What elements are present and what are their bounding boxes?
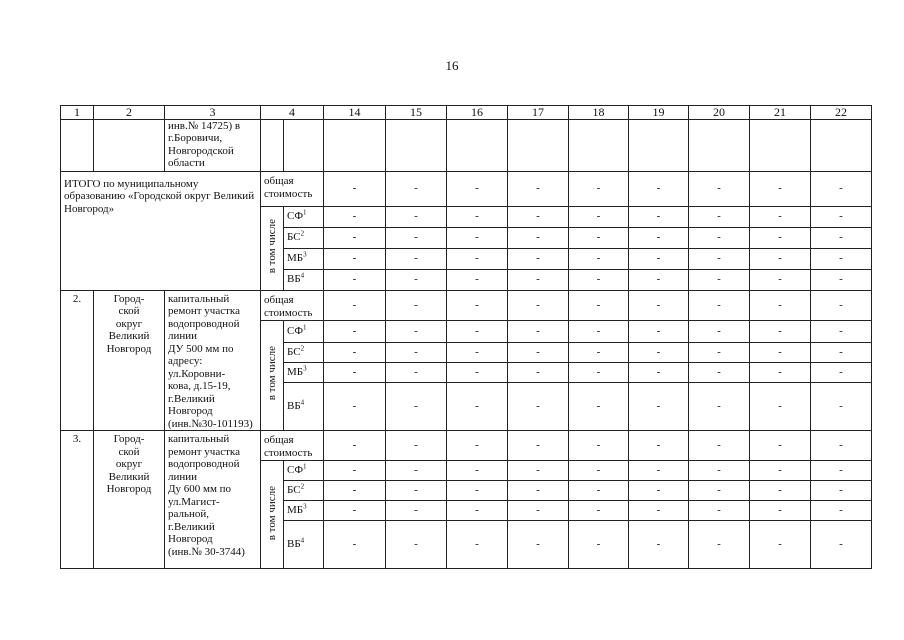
value-cell: - xyxy=(689,481,750,501)
text-line: ул.Коровни- xyxy=(168,367,226,380)
item-number: 3. xyxy=(61,431,94,569)
value-cell: - xyxy=(386,343,447,363)
text-line: Великий xyxy=(108,330,150,342)
value-cell: - xyxy=(750,269,811,290)
text-line: линии xyxy=(168,330,198,342)
value-cell: - xyxy=(689,269,750,290)
value-cell: - xyxy=(447,363,508,383)
value-cell: - xyxy=(324,269,386,290)
value-cell: - xyxy=(689,290,750,320)
including-text: в том числе xyxy=(265,219,278,274)
value-cell: - xyxy=(324,521,386,569)
text-line: инв.№ 14725) в xyxy=(168,119,241,132)
header-row xyxy=(61,106,872,120)
funding-source-name: СФ xyxy=(287,325,304,337)
value-cell: - xyxy=(689,227,750,248)
value-cell: - xyxy=(324,431,386,461)
value-cell: - xyxy=(447,171,508,206)
funding-source-name: МБ xyxy=(287,366,304,379)
funding-source-label xyxy=(284,461,324,481)
continuation-row xyxy=(61,119,872,171)
value-cell: - xyxy=(750,521,811,569)
description-cell xyxy=(165,290,261,431)
column-header: 15 xyxy=(386,106,447,120)
value-cell xyxy=(386,119,447,171)
text-line: ул.Магист- xyxy=(168,495,220,508)
funding-source-name: БС xyxy=(287,346,301,359)
value-cell: - xyxy=(447,481,508,501)
text-line: ской xyxy=(118,445,140,458)
value-cell: - xyxy=(324,206,386,227)
value-cell: - xyxy=(447,501,508,521)
value-cell: - xyxy=(629,248,689,269)
value-cell: - xyxy=(811,383,872,431)
text-line: Новгород xyxy=(168,533,213,545)
value-cell: - xyxy=(689,431,750,461)
value-cell: - xyxy=(629,461,689,481)
item-row xyxy=(61,431,872,461)
value-cell xyxy=(508,119,569,171)
value-cell: - xyxy=(689,320,750,343)
value-cell: - xyxy=(569,248,629,269)
value-cell: - xyxy=(629,501,689,521)
funding-source-name: ВБ xyxy=(287,273,301,286)
value-cell: - xyxy=(811,320,872,343)
column-header: 22 xyxy=(811,106,872,120)
value-cell: - xyxy=(508,248,569,269)
text-line: ральной, xyxy=(168,508,210,520)
value-cell: - xyxy=(508,383,569,431)
value-cell: - xyxy=(689,363,750,383)
text-line: округ xyxy=(115,458,143,470)
footnote-marker: 4 xyxy=(300,536,305,545)
value-cell: - xyxy=(508,227,569,248)
funding-source-label xyxy=(284,383,324,431)
value-cell: - xyxy=(811,501,872,521)
value-cell: - xyxy=(447,343,508,363)
column-header: 21 xyxy=(750,106,811,120)
value-cell: - xyxy=(508,363,569,383)
value-cell: - xyxy=(324,501,386,521)
value-cell: - xyxy=(811,206,872,227)
value-cell: - xyxy=(447,521,508,569)
value-cell: - xyxy=(629,227,689,248)
value-cell: - xyxy=(569,431,629,461)
column-header: 19 xyxy=(629,106,689,120)
value-cell: - xyxy=(689,171,750,206)
value-cell: - xyxy=(629,171,689,206)
value-cell: - xyxy=(629,431,689,461)
text-line: ской xyxy=(118,305,140,317)
value-cell: - xyxy=(386,501,447,521)
including-label xyxy=(261,320,284,431)
value-cell: - xyxy=(386,171,447,206)
value-cell: - xyxy=(324,383,386,431)
including-text: в том числе xyxy=(265,485,278,540)
value-cell: - xyxy=(811,461,872,481)
num-cell xyxy=(61,119,94,171)
funding-source-label xyxy=(284,363,324,383)
value-cell: - xyxy=(689,521,750,569)
value-cell: - xyxy=(811,521,872,569)
footnote-marker: 2 xyxy=(300,229,305,238)
value-cell: - xyxy=(324,343,386,363)
value-cell: - xyxy=(508,171,569,206)
footnote-marker: 4 xyxy=(300,398,305,407)
column-header: 2 xyxy=(94,106,165,120)
text-line: Новгород xyxy=(168,405,213,417)
column-header: 18 xyxy=(569,106,629,120)
value-cell: - xyxy=(750,320,811,343)
value-cell: - xyxy=(569,206,629,227)
text-line: капитальный xyxy=(168,292,230,305)
value-cell: - xyxy=(569,171,629,206)
value-cell xyxy=(629,119,689,171)
value-cell: - xyxy=(750,501,811,521)
text-line: капитальный xyxy=(168,433,230,445)
value-cell: - xyxy=(629,206,689,227)
value-cell: - xyxy=(386,481,447,501)
value-cell: - xyxy=(629,320,689,343)
value-cell: - xyxy=(447,248,508,269)
value-cell: - xyxy=(629,481,689,501)
value-cell: - xyxy=(447,269,508,290)
district-cell xyxy=(94,431,165,569)
value-cell: - xyxy=(386,461,447,481)
value-cell: - xyxy=(811,290,872,320)
value-cell: - xyxy=(508,431,569,461)
footnote-marker: 3 xyxy=(303,364,307,373)
value-cell: - xyxy=(750,461,811,481)
value-cell: - xyxy=(324,227,386,248)
value-cell xyxy=(569,119,629,171)
value-cell: - xyxy=(629,343,689,363)
column-header: 17 xyxy=(508,106,569,120)
text-line: Город- xyxy=(113,433,145,445)
value-cell: - xyxy=(689,383,750,431)
value-cell: - xyxy=(324,363,386,383)
text-line: (инв.№30-101193) xyxy=(168,417,253,430)
column-header: 16 xyxy=(447,106,508,120)
value-cell: - xyxy=(750,383,811,431)
value-cell: - xyxy=(750,481,811,501)
value-cell: - xyxy=(324,461,386,481)
text-line: Ду 600 мм по xyxy=(168,483,232,495)
value-cell: - xyxy=(508,461,569,481)
value-cell xyxy=(689,119,750,171)
total-row xyxy=(61,171,872,206)
text-line: адресу: xyxy=(168,355,203,367)
item-number: 2. xyxy=(61,290,94,431)
value-cell: - xyxy=(386,320,447,343)
value-cell xyxy=(750,119,811,171)
column-header: 1 xyxy=(61,106,94,120)
value-cell: - xyxy=(447,461,508,481)
text-line: Новгородской xyxy=(168,144,234,157)
value-cell: - xyxy=(386,248,447,269)
footnote-marker: 3 xyxy=(303,502,307,511)
value-cell: - xyxy=(811,171,872,206)
text-line: ремонт участка xyxy=(168,305,240,317)
value-cell: - xyxy=(386,521,447,569)
value-cell: - xyxy=(811,227,872,248)
text-line: г.Великий xyxy=(168,520,215,533)
value-cell: - xyxy=(508,269,569,290)
value-cell: - xyxy=(629,521,689,569)
value-cell: - xyxy=(750,343,811,363)
text-line: округ xyxy=(115,317,143,330)
value-cell: - xyxy=(629,290,689,320)
value-cell: - xyxy=(508,343,569,363)
column-header: 20 xyxy=(689,106,750,120)
value-cell: - xyxy=(386,269,447,290)
district-cell xyxy=(94,290,165,431)
text-line: водопроводной xyxy=(168,317,240,330)
including-text: в том числе xyxy=(265,346,278,401)
value-cell xyxy=(811,119,872,171)
value-cell: - xyxy=(508,521,569,569)
value-cell: - xyxy=(811,269,872,290)
value-cell: - xyxy=(750,431,811,461)
footnote-marker: 1 xyxy=(303,208,307,217)
including-label xyxy=(261,461,284,569)
cost-label: общая стоимость xyxy=(261,171,324,206)
value-cell: - xyxy=(629,363,689,383)
value-cell: - xyxy=(508,290,569,320)
value-cell: - xyxy=(569,501,629,521)
district-cell xyxy=(94,119,165,171)
text-line: Великий xyxy=(108,470,150,483)
funding-source-name: СФ xyxy=(287,210,304,223)
footnote-marker: 4 xyxy=(300,271,305,280)
value-cell: - xyxy=(508,481,569,501)
footnote-marker: 3 xyxy=(303,250,307,259)
footnote-marker: 1 xyxy=(303,462,307,471)
footnote-marker: 2 xyxy=(300,482,305,491)
text-line: ДУ 500 мм по xyxy=(168,342,234,355)
funding-source-label xyxy=(284,343,324,363)
footnote-marker: 2 xyxy=(300,344,305,353)
value-cell: - xyxy=(689,461,750,481)
value-cell: - xyxy=(689,343,750,363)
value-cell: - xyxy=(811,363,872,383)
funding-source-name: БС xyxy=(287,231,301,244)
value-cell: - xyxy=(447,431,508,461)
value-cell: - xyxy=(750,227,811,248)
value-cell: - xyxy=(569,290,629,320)
page-number: 16 xyxy=(445,58,459,73)
value-cell xyxy=(447,119,508,171)
text-line: кова, д.15-19, xyxy=(168,380,231,392)
item-row xyxy=(61,290,872,320)
value-cell: - xyxy=(324,481,386,501)
funding-source-label xyxy=(284,248,324,269)
value-cell: - xyxy=(811,248,872,269)
value-cell: - xyxy=(386,206,447,227)
value-cell: - xyxy=(629,269,689,290)
column-header: 3 xyxy=(165,106,261,120)
text-line: Город- xyxy=(113,292,145,305)
value-cell: - xyxy=(386,227,447,248)
column-header: 4 xyxy=(261,106,324,120)
column-header: 14 xyxy=(324,106,386,120)
value-cell: - xyxy=(447,383,508,431)
value-cell: - xyxy=(447,206,508,227)
value-cell: - xyxy=(447,227,508,248)
value-cell: - xyxy=(750,171,811,206)
value-cell: - xyxy=(324,171,386,206)
description-cell xyxy=(165,431,261,569)
including-label xyxy=(261,206,284,290)
value-cell: - xyxy=(750,248,811,269)
funding-source-label xyxy=(284,481,324,501)
value-cell: - xyxy=(689,501,750,521)
value-cell: - xyxy=(750,206,811,227)
text-line: (инв.№ 30-3744) xyxy=(168,545,245,558)
text-line: Новгород xyxy=(106,483,152,495)
value-cell: - xyxy=(569,363,629,383)
text-line: Новгород xyxy=(106,342,152,355)
value-cell: - xyxy=(569,227,629,248)
funding-source-name: СФ xyxy=(287,464,304,477)
funding-source-label xyxy=(284,320,324,343)
text-line: г.Великий xyxy=(168,392,215,405)
value-cell: - xyxy=(324,248,386,269)
text-line: линии xyxy=(168,470,198,483)
value-cell: - xyxy=(324,290,386,320)
value-cell: - xyxy=(569,461,629,481)
funding-source-label xyxy=(284,501,324,521)
cost-label: общая стоимость xyxy=(261,431,324,461)
value-cell: - xyxy=(447,320,508,343)
value-cell: - xyxy=(386,431,447,461)
value-cell: - xyxy=(569,269,629,290)
funding-source-label xyxy=(284,521,324,569)
value-cell: - xyxy=(629,383,689,431)
total-label: ИТОГО по муниципальному образованию «Городской округ Великий Новгород» xyxy=(61,171,261,290)
text-line: водопроводной xyxy=(168,458,240,470)
value-cell: - xyxy=(569,481,629,501)
value-cell: - xyxy=(386,383,447,431)
value-cell: - xyxy=(811,431,872,461)
value-cell: - xyxy=(508,501,569,521)
funding-source-name: ВБ xyxy=(287,400,301,413)
value-cell: - xyxy=(569,320,629,343)
value-cell: - xyxy=(569,521,629,569)
value-cell: - xyxy=(569,383,629,431)
description-cell xyxy=(165,119,261,171)
cost-table xyxy=(60,105,872,569)
value-cell xyxy=(324,119,386,171)
value-cell: - xyxy=(386,290,447,320)
sub-cell xyxy=(261,119,284,171)
funding-source-label xyxy=(284,227,324,248)
value-cell: - xyxy=(811,343,872,363)
value-cell: - xyxy=(447,290,508,320)
sub-label-cell xyxy=(284,119,324,171)
funding-source-label xyxy=(284,269,324,290)
funding-source-name: МБ xyxy=(287,252,304,265)
value-cell: - xyxy=(811,481,872,501)
value-cell: - xyxy=(689,248,750,269)
value-cell: - xyxy=(750,363,811,383)
funding-source-name: БС xyxy=(287,484,301,497)
cost-label: общая стоимость xyxy=(261,290,324,320)
value-cell: - xyxy=(750,290,811,320)
value-cell: - xyxy=(569,343,629,363)
value-cell: - xyxy=(689,206,750,227)
funding-source-name: МБ xyxy=(287,504,304,517)
text-line: г.Боровичи, xyxy=(168,132,223,144)
text-line: области xyxy=(168,157,205,169)
text-line: ремонт участка xyxy=(168,445,240,458)
value-cell: - xyxy=(386,363,447,383)
value-cell: - xyxy=(324,320,386,343)
value-cell: - xyxy=(508,206,569,227)
funding-source-label xyxy=(284,206,324,227)
funding-source-name: ВБ xyxy=(287,538,301,551)
value-cell: - xyxy=(508,320,569,343)
footnote-marker: 1 xyxy=(303,323,307,332)
